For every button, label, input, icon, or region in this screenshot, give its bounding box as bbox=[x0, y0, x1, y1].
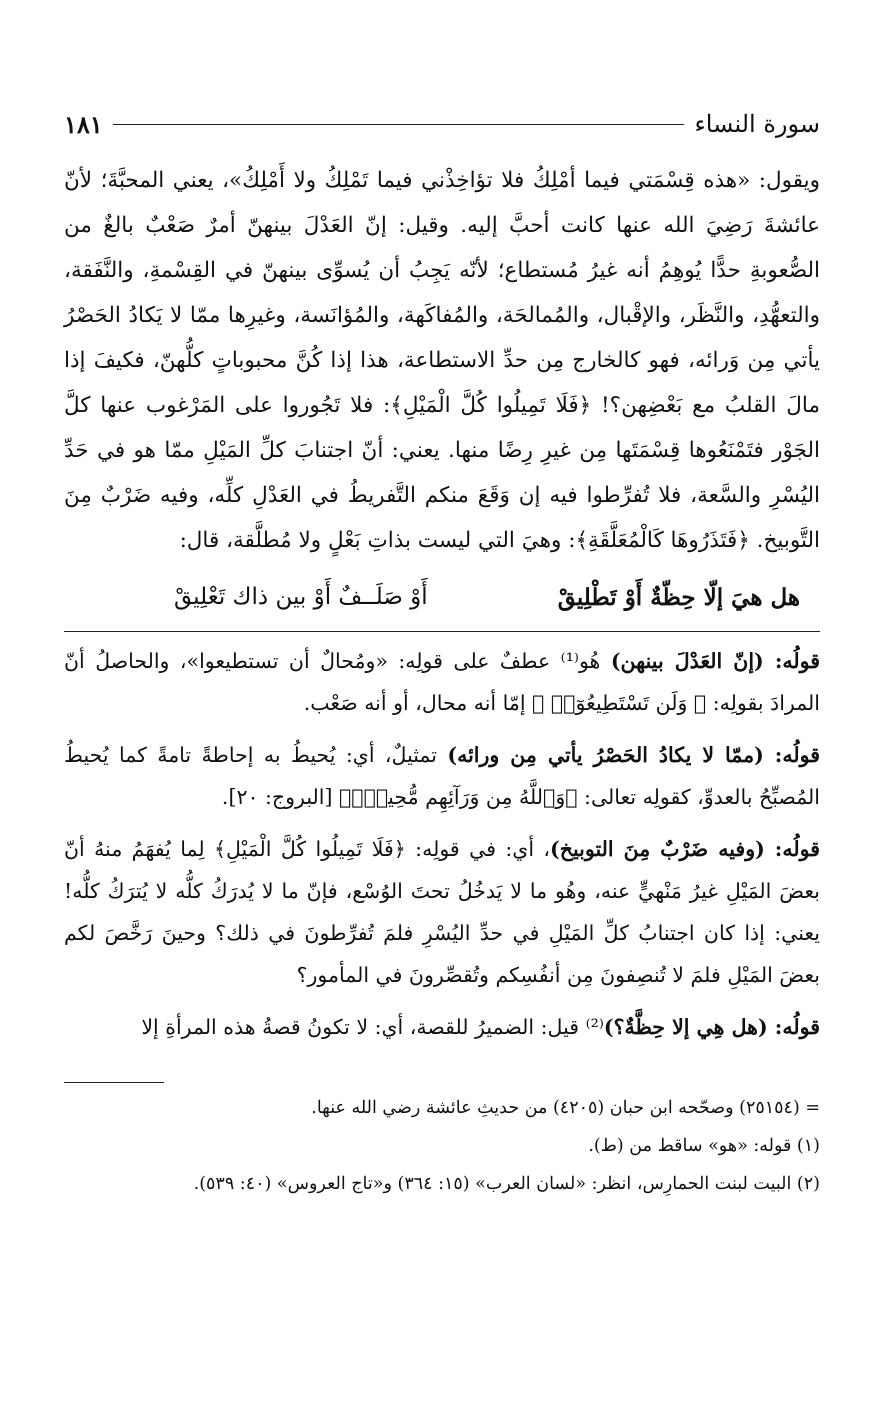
verse-hemistich-second: أَوْ صَلَــفٌ أَوْ بين ذاك تَعْلِيقْ bbox=[174, 584, 428, 610]
page-number: ١٨١ bbox=[64, 109, 103, 139]
verse-hemistich-first: هل هيَ إلّا حِظّةٌ أَوْ تَطْلِيقْ bbox=[557, 583, 800, 611]
footnote-continuation: = (٢٥١٥٤) وصحّحه ابن حبان (٤٢٠٥) من حديثِ عائشة رضي الله عنها. bbox=[311, 1098, 820, 1118]
commentary-lead: قولُه: (وفيه ضَرْبٌ مِنَ التوبيخ) bbox=[550, 837, 820, 861]
commentary-paragraph bbox=[64, 828, 820, 996]
commentary-separator bbox=[64, 631, 820, 632]
footnote-1: (١) قوله: «هو» ساقط من (ط). bbox=[588, 1136, 820, 1156]
commentary-text: ⁽²⁾ قيل: الضميرُ للقصة، أي: لا تكونُ قصةُ هذه المرأةِ إلا bbox=[141, 1015, 604, 1039]
commentary-paragraph bbox=[64, 734, 820, 818]
footnotes bbox=[64, 1089, 820, 1203]
commentary-text: ، أي: في قولِه: ﴿فَلَا تَمِيلُوا كُلَّ الْمَيْلِ﴾ لِما يُفهَمُ منهُ أنّ بعضَ المَيْلِ غيرُ مَنْهيٍّ عنه، وهُو ما لا يَدخُلُ تحتَ الوُسْع، فإنّ ما لا يُدرَكُ كلُّه لا يُترَكُ كلُّه! يعني: إذا كان اجتنابُ كلِّ المَيْلِ في حدِّ اليُسْرِ فلمَ تُفرِّطونَ في ذلك؟ وحينَ رَخَّصَ لكم بعضَ المَيْلِ فلمَ لا تُنصِفونَ مِن أنفُسِكم وتُقصِّرونَ في المأمور؟ bbox=[64, 837, 820, 987]
footnote-2: (٢) البيت لبنت الحمارِس، انظر: «لسان العرب» (١٥: ٣٦٤) و«تاج العروس» (٤٠: ٥٣٩). bbox=[193, 1174, 820, 1194]
commentary-lead: قولُه: (ممّا لا يكادُ الحَصْرُ يأتي مِن ورائه) bbox=[447, 743, 820, 767]
surah-title: سورة النساء bbox=[694, 110, 820, 138]
commentary-paragraph bbox=[64, 1006, 820, 1048]
header-rule bbox=[113, 124, 685, 125]
commentary-lead: قولُه: (إنّ العَدْلَ بينهن) bbox=[610, 649, 821, 673]
commentary-lead: قولُه: (هل هِي إلا حِظَّةٌ؟) bbox=[603, 1015, 820, 1039]
poetry-verse bbox=[64, 575, 820, 619]
commentary-text: تمثيلٌ، أي: يُحيطُ به إحاطةً تامةً كما يُحيطُ المُصبِّحُ بالعدوِّ، كقولِه تعالى: ﴿وَٱللَّهُ مِن وَرَآئِهِم مُّحِيطٌۢ﴾ [البروج: ٢٠]. bbox=[64, 743, 820, 809]
main-paragraph: ويقول: «هذه قِسْمَتي فيما أمْلِكُ فلا تؤاخِذْني فيما تَمْلِكُ ولا أَمْلِكُ»، يعني المحبَّةَ؛ لأنّ عائشةَ رَضِيَ الله عنها كانت أحبَّ إليه. وقيل: إنّ العَدْلَ بينهنّ أمرٌ صَعْبٌ بالغٌ من الصُّعوبةِ حدًّا يُوهِمُ أنه غيرُ مُستطاع؛ لأنّه يَجِبُ أن يُسوِّى بينهنّ في القِسْمةِ، والنَّفَقة، والتعهُّدِ، والنَّظَر، والإقْبال، والمُمالحَة، والمُفاكَهة، والمُؤانَسة، وغيرِها ممّا لا يَكادُ الحَصْرُ يأتي مِن وَرائه، فهو كالخارج مِن حدِّ الاستطاعة، هذا إذا كُنَّ محبوباتٍ كلُّهنّ، فكيفَ إذا مالَ القلبُ مع بَعْضِهن؟! ﴿فَلَا تَمِيلُوا كُلَّ الْمَيْلِ﴾: فلا تَجُوروا على المَرْغوب عنها كلَّ الجَوْر فتَمْنَعُوها قِسْمَتَها مِن غيرِ رِضًا منها. يعني: أنّ اجتنابَ كلِّ المَيْلِ ممّا هو في حَدِّ اليُسْرِ والسَّعة، فلا تُفرِّطوا فيه إن وَقَعَ منكم التَّفريطُ في العَدْلِ كلِّه، وفيه ضَرْبٌ مِنَ التَّوبيخ. ﴿فَتَذَرُوهَا كَالْمُعَلَّقَةِ﴾: وهيَ التي ليست بذاتِ بَعْلٍ ولا مُطلَّقة، قال: bbox=[64, 168, 820, 553]
book-page bbox=[64, 100, 820, 1203]
commentary-text: هُو⁽¹⁾ عطفٌ على قولِه: «ومُحالٌ أن تستطيعوا»، والحاصلُ أنّ المرادَ بقولِه: ﴿ وَلَن تَسْتَطِيعُوٓا۟ ﴾ إمّا أنه محال، أو أنه صَعْب. bbox=[64, 649, 820, 715]
commentary-section bbox=[64, 640, 820, 1048]
commentary-paragraph bbox=[64, 640, 820, 724]
footnote-separator bbox=[64, 1082, 164, 1083]
running-header bbox=[64, 100, 820, 148]
